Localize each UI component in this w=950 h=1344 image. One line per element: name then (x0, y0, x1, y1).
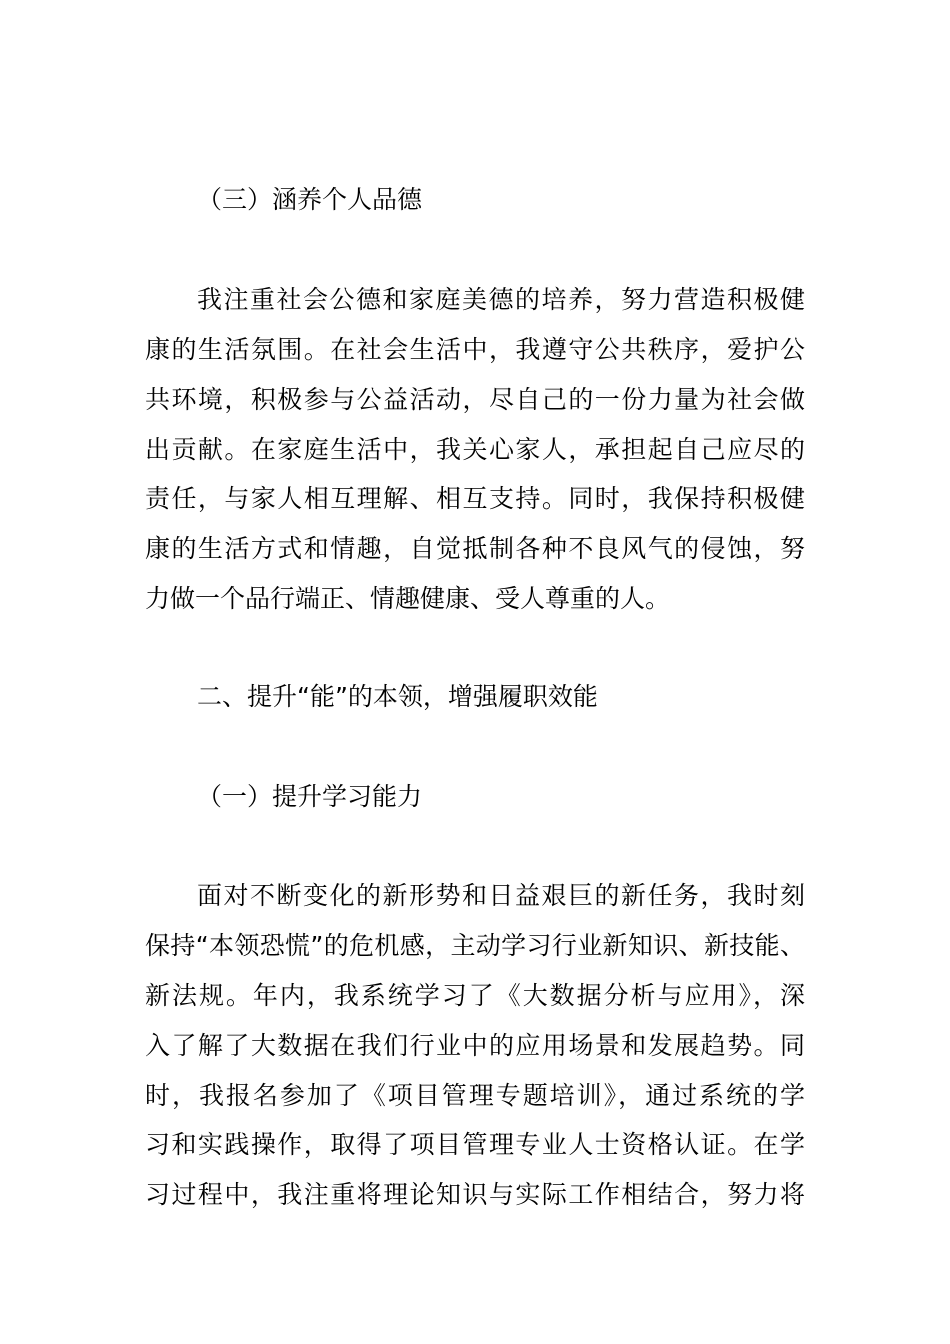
paragraph-line: 面对不断变化的新形势和日益艰巨的新任务，我时刻 (197, 881, 805, 910)
paragraph-line: 出贡献。在家庭生活中，我关心家人，承担起自己应尽的 (145, 435, 805, 464)
paragraph-line: 康的生活氛围。在社会生活中，我遵守公共秩序，爱护公 (145, 335, 805, 364)
paragraph-line: 力做一个品行端正、情趣健康、受人尊重的人。 (145, 584, 671, 613)
subsection-heading: （一）提升学习能力 (197, 782, 423, 811)
paragraph-line: 习和实践操作，取得了项目管理专业人士资格认证。在学 (145, 1130, 805, 1159)
paragraph-line: 康的生活方式和情趣，自觉抵制各种不良风气的侵蚀，努 (145, 534, 805, 563)
paragraph-line: 保持“本领恐慌”的危机感，主动学习行业新知识、新技能、 (145, 931, 805, 960)
paragraph-line: 入了解了大数据在我们行业中的应用场景和发展趋势。同 (145, 1031, 805, 1060)
section-heading: 二、提升“能”的本领，增强履职效能 (197, 682, 598, 711)
section-heading: （三）涵养个人品德 (197, 185, 423, 214)
paragraph-line: 时，我报名参加了《项目管理专题培训》，通过系统的学 (145, 1081, 805, 1110)
paragraph-line: 习过程中，我注重将理论知识与实际工作相结合，努力将 (145, 1180, 805, 1209)
paragraph-line: 责任，与家人相互理解、相互支持。同时，我保持积极健 (145, 484, 805, 513)
paragraph-line: 我注重社会公德和家庭美德的培养，努力营造积极健 (197, 285, 805, 314)
paragraph-line: 新法规。年内，我系统学习了《大数据分析与应用》，深 (145, 981, 805, 1010)
paragraph-line: 共环境，积极参与公益活动，尽自己的一份力量为社会做 (145, 385, 805, 414)
